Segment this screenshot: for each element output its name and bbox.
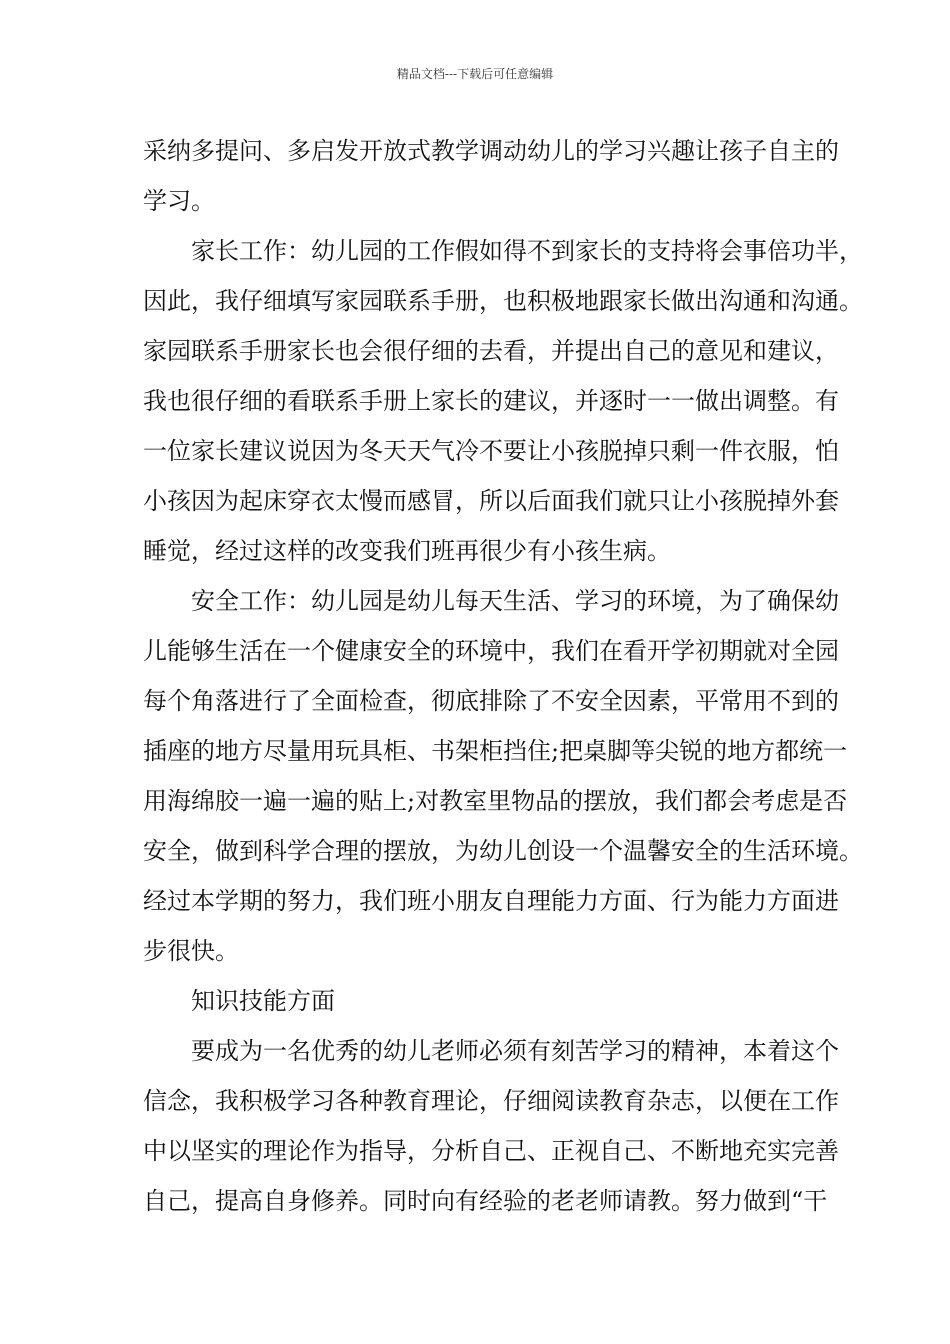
text-line: 小孩因为起床穿衣太慢而感冒，所以后面我们就只让小孩脱掉外套 bbox=[143, 487, 839, 515]
section-heading: 知识技能方面 bbox=[191, 987, 335, 1015]
text-line: 中以坚实的理论作为指导，分析自己、正视自己、不断地充实完善 bbox=[143, 1137, 839, 1165]
text-line: 步很快。 bbox=[143, 937, 239, 965]
text-line: 我也很仔细的看联系手册上家长的建议，并逐时一一做出调整。有 bbox=[143, 387, 839, 415]
text-line: 经过本学期的努力，我们班小朋友自理能力方面、行为能力方面进 bbox=[143, 887, 839, 915]
text-line: 采纳多提问、多启发开放式教学调动幼儿的学习兴趣让孩子自主的 bbox=[143, 137, 839, 165]
text-line: 儿能够生活在一个健康安全的环境中，我们在看开学初期就对全园 bbox=[143, 637, 839, 665]
text-line: 安全，做到科学合理的摆放，为幼儿创设一个温馨安全的生活环境。 bbox=[143, 837, 863, 865]
text-line: 一位家长建议说因为冬天天气冷不要让小孩脱掉只剩一件衣服，怕 bbox=[143, 437, 839, 465]
text-line: 家园联系手册家长也会很仔细的去看，并提出自己的意见和建议， bbox=[143, 337, 839, 365]
text-line: 插座的地方尽量用玩具柜、书架柜挡住;把桌脚等尖锐的地方都统一 bbox=[143, 737, 848, 765]
text-line: 要成为一名优秀的幼儿老师必须有刻苦学习的精神，本着这个 bbox=[191, 1037, 839, 1065]
text-line: 安全工作：幼儿园是幼儿每天生活、学习的环境，为了确保幼 bbox=[191, 587, 839, 615]
page-header: 精品文档---下载后可任意编辑 bbox=[396, 67, 554, 81]
text-line: 家长工作：幼儿园的工作假如得不到家长的支持将会事倍功半， bbox=[191, 237, 863, 265]
text-line: 信念，我积极学习各种教育理论，仔细阅读教育杂志，以便在工作 bbox=[143, 1087, 839, 1115]
text-line: 学习。 bbox=[143, 187, 215, 215]
text-line: 睡觉，经过这样的改变我们班再很少有小孩生病。 bbox=[143, 537, 671, 565]
text-line: 用海绵胶一遍一遍的贴上;对教室里物品的摆放，我们都会考虑是否 bbox=[143, 787, 848, 815]
text-line: 每个角落进行了全面检查，彻底排除了不安全因素，平常用不到的 bbox=[143, 687, 839, 715]
text-line: 因此，我仔细填写家园联系手册，也积极地跟家长做出沟通和沟通。 bbox=[143, 287, 863, 315]
text-line: 自己，提高自身修养。同时向有经验的老老师请教。努力做到“干 bbox=[143, 1187, 828, 1215]
